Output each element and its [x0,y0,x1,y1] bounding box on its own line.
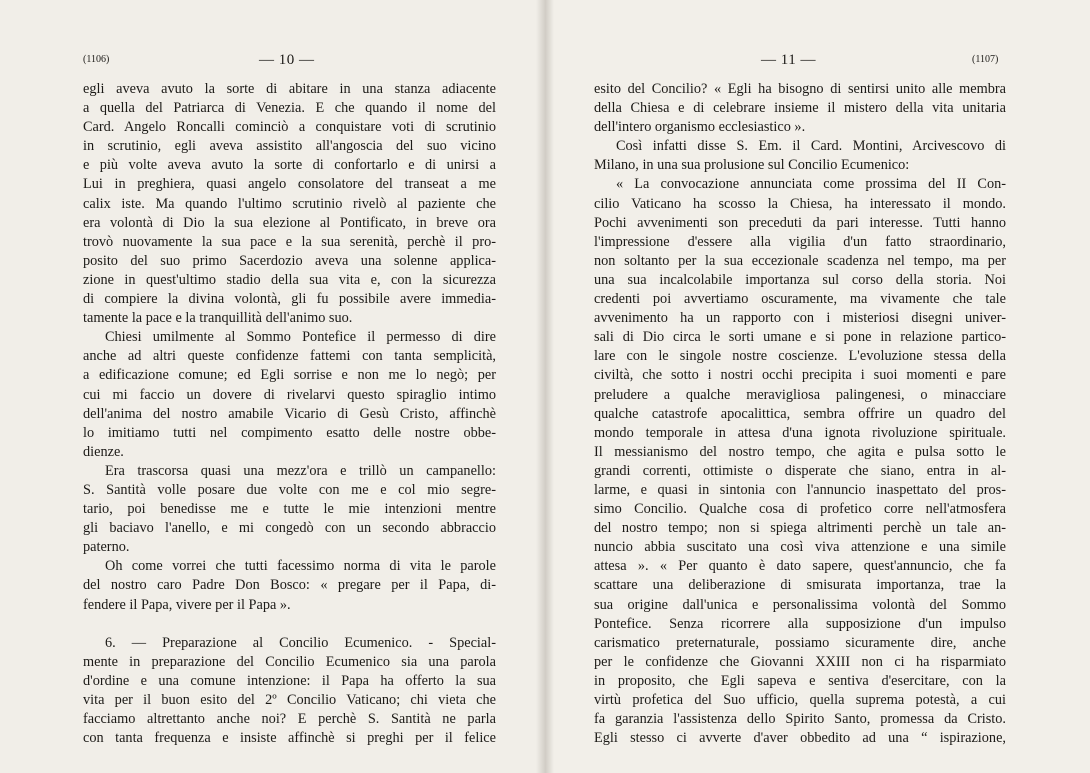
text-line: cilio Vaticano ha scosso la Chiesa, ha interessato il mondo. [594,195,1006,212]
right-page-body [594,80,1006,748]
text-line: dell'intero organismo ecclesiastico ». [594,119,806,136]
text-line: anche ad altri queste confidenze fattemi con tanta semplicità, [83,348,496,365]
text-line: vita per il buon esito del 2º Concilio Vaticano; chi vieta che [83,691,496,708]
text-line: trovò nuovamente la sua pace e la sua serenità, perchè il pro- [83,233,496,250]
text-line: larme, e quasi in sintonia con l'annuncio inaspettato del pros- [594,481,1006,498]
text-line: l'impressione d'essere alla vigilia d'un fatto straordinario, [594,233,1006,250]
text-line: fa garanzia l'assistenza dello Spirito Santo, promessa da Cristo. [594,711,1006,728]
text-line: Milano, in una sua prolusione sul Concilio Ecumenico: [594,157,910,174]
text-line: lo imitiamo tutti nel compimento esatto delle nostre obbe- [83,424,496,441]
right-page-number: — 11 — [761,52,816,68]
text-line: Chiesi umilmente al Sommo Pontefice il permesso di dire [105,329,496,346]
text-line: del nostro tempo; non si spiega altrimenti perchè un tale an- [594,520,1006,537]
text-line: del nostro caro Padre Don Bosco: « pregare per il Papa, di- [83,577,496,594]
text-line: egli aveva avuto la sorte di abitare in una stanza adiacente [83,81,496,97]
text-line: in scrutinio, egli aveva assistito all'angoscia del suo vicino [83,138,496,155]
text-line: Egli stesso ci avverte d'aver obbedito ad una “ ispirazione, [594,730,1006,747]
text-line: Lui in preghiera, quasi angelo consolatore del transeat a me [83,176,496,193]
text-line: zione in quest'ultimo stadio della sua vita e, con la sicurezza [83,271,496,288]
left-page-number: — 10 — [259,52,315,68]
text-line: 6. — Preparazione al Concilio Ecumenico. - Special- [105,634,496,651]
text-line: dell'anima del nostro amabile Vicario di Gesù Cristo, affinchè [83,405,496,422]
text-line: S. Santità volle posare due volte con me e col mio segre- [83,481,496,498]
text-line: simo Concilio. Qualche cosa di profetico corre nell'atmosfera [594,501,1006,518]
left-page-body [83,80,496,748]
text-line: una sua incalcolabile importanza sul corso della storia. Noi [594,271,1006,288]
text-line: « La convocazione annunciata come prossima del II Con- [616,176,1006,193]
text-line: in proposito, che Egli sapeva e sentiva d'esercitare, con la [594,672,1006,689]
text-line: d'ordine e una comune intenzione: il Papa ha offerto la sua [83,672,496,689]
text-line: virtù profetica del Suo ufficio, quella suprema potestà, a cui [594,692,1006,708]
text-line: civiltà, che sotto i nostri occhi precipita i suoi momenti e pare [594,367,1006,384]
text-line: paterno. [83,539,130,556]
right-page-header-number: (1107) [972,54,999,65]
text-line: qualche catastrofe apocalittica, sembra offrire un quadro del [594,405,1006,422]
text-line: della Chiesa e di celebrare insieme il mistero della vita unitaria [594,100,1006,117]
text-line: non soltanto per la sua eccezionale scadenza nel tempo, ma per [594,252,1006,269]
left-page-header-number: (1106) [83,54,110,65]
text-line: Pontefice. Senza ricorrere alla supposizione d'un impulso [594,615,1006,632]
text-line: esito del Concilio? « Egli ha bisogno di sentirsi unito alle membra [594,81,1006,97]
text-line: Pochi avvenimenti son preceduti da pari interesse. Tutti hanno [594,214,1006,231]
text-line: nuncio abbia suscitato una così viva attenzione e una simile [594,539,1006,556]
text-line: credenti poi avvertiamo oscuramente, ma vivamente che tale [594,291,1006,308]
text-line: grandi correnti, ottimiste o disperate che siano, entra in al- [594,462,1006,479]
text-line: posito del suo primo Sacerdozio aveva una solenne applica- [83,252,496,269]
text-line: sali di Dio circa le sorti umane e si pone in relazione partico- [594,329,1006,346]
text-line: attesa ». « Per quanto è dato sapere, quest'annuncio, che fa [594,558,1006,575]
text-line: per le confidenze che Giovanni XXIII non ci ha risparmiato [594,653,1006,670]
text-line: era volontà di Dio la sua elezione al Pontificato, in breve ora [83,214,496,231]
text-line: e più volte aveva avuto la sorte di confortarlo e di unirsi a [83,157,496,174]
text-line: dienze. [83,443,124,460]
text-line: tario, poi benedisse me e tutte le mie intenzioni mentre [83,501,496,518]
text-line: sua origine dall'unica e personalissima volontà del Sommo [594,596,1006,613]
text-line: Card. Angelo Roncalli cominciò a conquistare voti di scrutinio [83,119,496,136]
right-page [545,0,1090,773]
text-line: fendere il Papa, vivere per il Papa ». [83,596,291,613]
text-line: cui mi faccio un dovere di rivelarvi questo spiraglio intimo [83,386,496,403]
text-line: avvenimento ha un rapporto con i misteriosi disegni univer- [594,310,1006,327]
text-line: Così infatti disse S. Em. il Card. Montini, Arcivescovo di [616,138,1006,155]
text-line: tamente la pace e la tranquillità dell'animo suo. [83,310,353,327]
text-line: mente in preparazione del Concilio Ecumenico sia una parola [83,653,496,670]
text-line: a quella del Patriarca di Venezia. E che quando il nome del [83,100,496,117]
text-line: scattare una deliberazione di smisurata importanza, trae la [594,577,1006,594]
text-line: con tanta frequenza e insiste affinchè si preghi per il felice [83,730,496,747]
text-line: carismatico preternaturale, possiamo sicuramente dire, anche [594,634,1006,651]
text-line: di compiere la divina volontà, gli fu possibile avere immedia- [83,291,496,308]
text-line: facciamo altrettanto anche noi? E perchè S. Santità ne parla [83,711,496,727]
text-line: gli baciavo l'anello, e mi congedò con un secondo abbraccio [83,520,496,537]
text-line: Oh come vorrei che tutti facessimo norma di vita le parole [105,558,496,575]
text-line: Il messianismo del nostro tempo, che agita e pulsa sotto le [594,443,1006,460]
text-line: mondo temporale in attesa d'una ignota rivoluzione spirituale. [594,424,1006,441]
book-gutter [536,0,554,773]
text-line: preludere a qualche meravigliosa palingenesi, o minacciare [594,386,1006,403]
text-line: calix iste. Ma quando l'ultimo scrutinio rivelò al paziente che [83,195,496,212]
text-line: Era trascorsa quasi una mezz'ora e trillò un campanello: [105,462,496,479]
text-line: a edificazione comune; ed Egli sorrise e non me lo negò; per [83,367,496,384]
section-gap [83,615,496,634]
text-line: lare con le singole nostre coscienze. L'evoluzione stessa della [594,348,1006,365]
